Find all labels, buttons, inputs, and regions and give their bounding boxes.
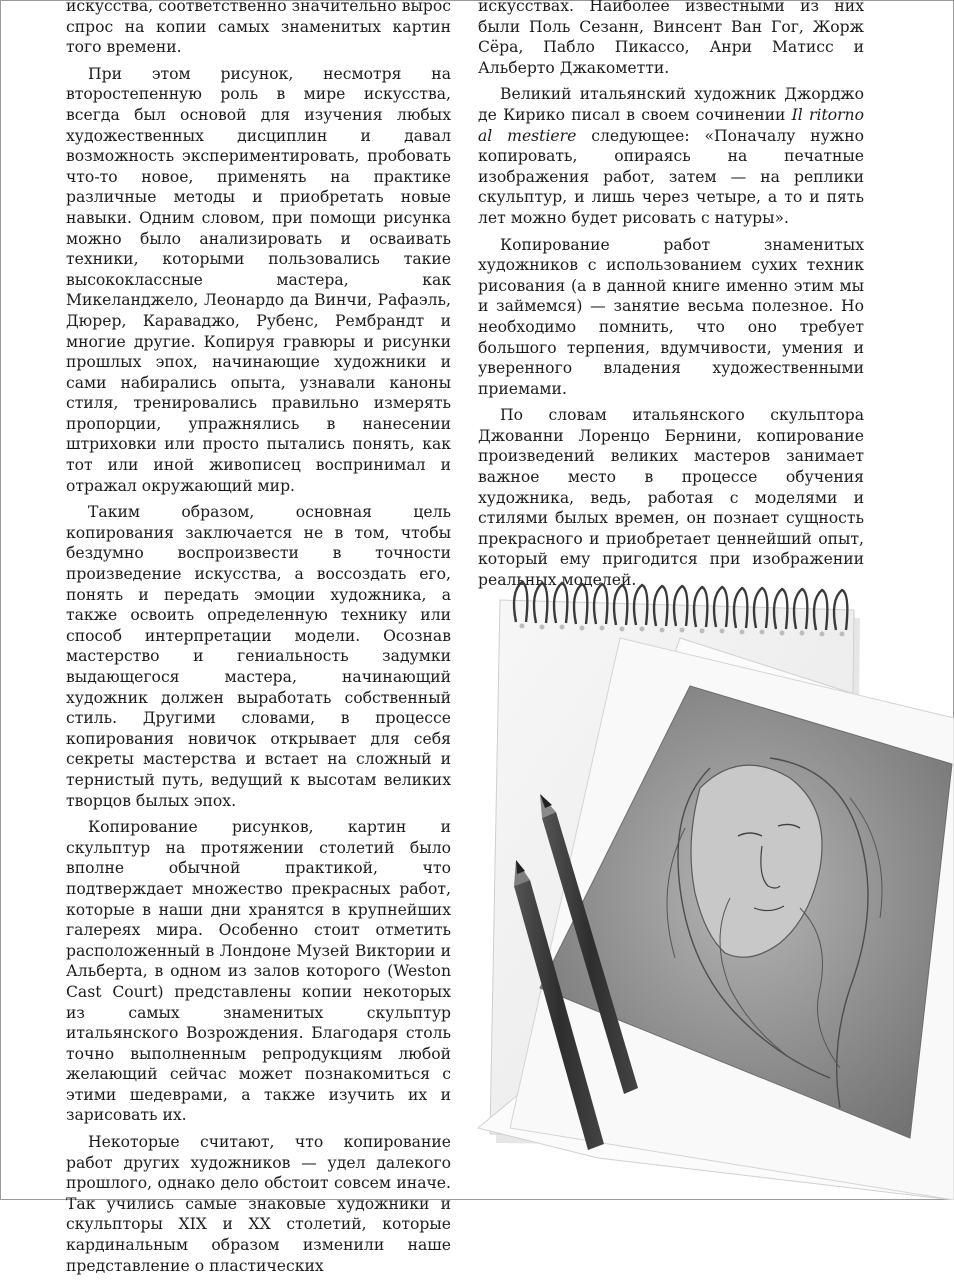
left-paragraph-2: При этом рисунок, несмотря на второстепенную роль в мире искусства, всегда был основой для изучения любых художественных дисциплин и давал возможность экспериментировать, пробовать что-то новое, применять на практике различные методы и приобретать новые навыки. Одним словом, при помощи рисунка можно было анализировать и осваивать техники, которыми пользовались такие высококлассные мастера, как Микеланджело, Леонардо да Винчи, Рафаэль, Дюрер, Караваджо, Рубенс, Рембрандт и многие другие. Копируя гравюры и рисунки прошлых эпох, начинающие художники и сами набирались опыта, узнавали каноны стиля, тренировались правильно измерять пропорции, упражнялись в нанесении штриховки или просто пытались понять, как тот или иной живописец воспринимал и отражал окружающий мир.: [66, 64, 451, 495]
left-paragraph-5: Некоторые считают, что копирование работ других художников — удел далекого прошлого, однако дело обстоит совсем иначе. Так учились самые знаковые художники и скульпторы XIX и XX столетий, которые кардинальным образом изменили наше представление о пластических: [66, 1133, 451, 1275]
right-paragraph-2-start: Великий итальянский художник Джорджо де Кирико писал в своем сочинении: [478, 85, 864, 124]
left-paragraph-1: искусства, соответственно значительно вырос спрос на копии самых знаменитых картин того времени.: [66, 0, 451, 57]
sketchbook-svg: [470, 568, 954, 1200]
left-paragraph-3: Таким образом, основная цель копирования заключается не в том, чтобы бездумно воспроизвести в точности произведение искусства, а воссоздать его, понять и передать эмоции художника, а также освоить определенную технику или способ интерпретации модели. Осознав мастерство и гениальность задумки выдающегося мастера, начинающий художник должен выработать собственный стиль. Другими словами, в процессе копирования новичок открывает для себя секреты мастерства и встает на сложный и тернистый путь, ведущий к высотам великих творцов былых эпох.: [66, 503, 451, 810]
right-paragraph-1: искусствах. Наиболее известными из них были Поль Сезанн, Винсент Ван Гог, Жорж Сёра, Пабло Пикассо, Анри Матисс и Альберто Джакометти.: [478, 0, 864, 77]
sketchbook-illustration: [470, 568, 954, 1200]
left-paragraph-4: Копирование рисунков, картин и скульптур на протяжении столетий было вполне обычной практикой, что подтверждает множество прекрасных работ, которые в наши дни хранятся в крупнейших галереях мира. Особенно стоит отметить расположенный в Лондоне Музей Виктории и Альберта, в одном из залов которого (Weston Cast Court) представлены копии некоторых из самых знаменитых скульптур итальянского Возрождения. Благодаря столь точно выполненным репродукциям любой желающий сейчас может познакомиться с этими шедеврами, а также изучить их и зарисовать их.: [66, 818, 451, 1125]
left-column: [66, 0, 451, 1282]
right-paragraph-4: По словам итальянского скульптора Джованни Лоренцо Бернини, копирование произведений великих мастеров занимает важное место в процессе обучения художника, ведь, работая с моделями и стилями былых времен, он познает сущность прекрасного и приобретает ценнейший опыт, который ему пригодится при изображении реальных моделей.: [478, 406, 864, 590]
right-column: [478, 0, 864, 597]
right-paragraph-3: Копирование работ знаменитых художников с использованием сухих техник рисования (а в данной книге именно этим мы и займемся) — занятие весьма полезное. Но необходимо помнить, что оно требует большого терпения, вдумчивости, умения и уверенного владения художественными приемами.: [478, 235, 864, 398]
right-paragraph-2-end: следующее: «Поначалу нужно копировать, опираясь на печатные изображения работ, затем — на реплики скульптур, и лишь через четыре, а то и пять лет можно будет рисовать с натуры».: [478, 126, 864, 227]
book-title: Il ritorno al mestiere: [478, 105, 864, 145]
right-paragraph-2: [478, 84, 864, 228]
